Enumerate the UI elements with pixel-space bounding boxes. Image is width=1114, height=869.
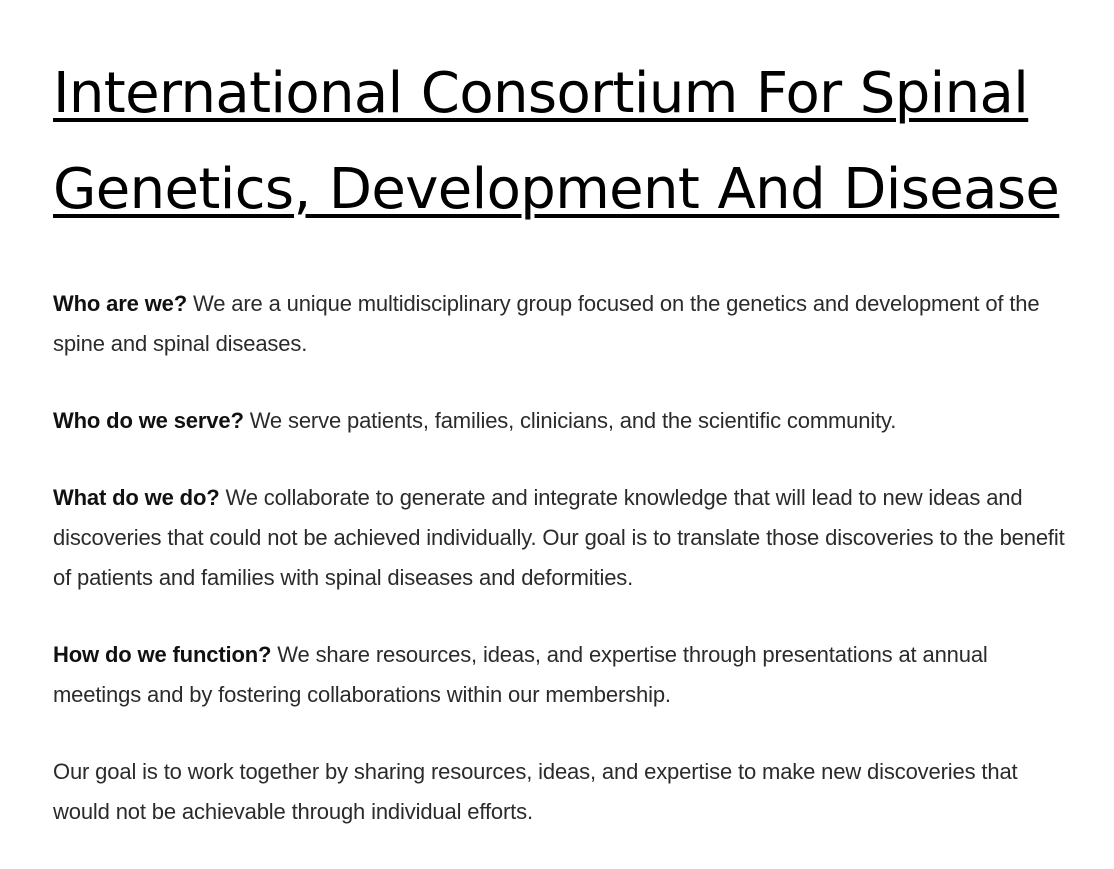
paragraph-lead: Who do we serve? xyxy=(53,408,244,433)
intro-paragraphs xyxy=(53,284,1068,832)
paragraph-what-do-we-do xyxy=(53,478,1068,598)
paragraph-lead: What do we do? xyxy=(53,485,220,510)
paragraph-how-do-we-function xyxy=(53,635,1068,715)
paragraph-body: We collaborate to generate and integrate knowledge that will lead to new ideas and discoveries that could not be achieved individually. Our goal is to translate those discoveries to the benefit of patients and families with spinal diseases and deformities. xyxy=(53,485,1065,590)
main-content xyxy=(53,46,1068,869)
paragraph-lead: How do we function? xyxy=(53,642,272,667)
page-title xyxy=(53,46,1068,238)
paragraph-body: We are a unique multidisciplinary group focused on the genetics and development of the spine and spinal diseases. xyxy=(53,291,1040,356)
paragraph-lead: Who are we? xyxy=(53,291,188,316)
paragraph-body: We serve patients, families, clinicians, and the scientific community. xyxy=(243,408,897,433)
paragraph-who-do-we-serve xyxy=(53,401,1068,441)
paragraph-closing: Our goal is to work together by sharing resources, ideas, and expertise to make new discoveries that would not be achievable through individual efforts. xyxy=(53,759,1018,824)
page-title-link[interactable]: International Consortium For Spinal Genetics, Development And Disease xyxy=(53,61,1060,222)
paragraph-who-are-we xyxy=(53,284,1068,364)
paragraph-body: We share resources, ideas, and expertise through presentations at annual meetings and by fostering collaborations within our membership. xyxy=(53,642,988,707)
